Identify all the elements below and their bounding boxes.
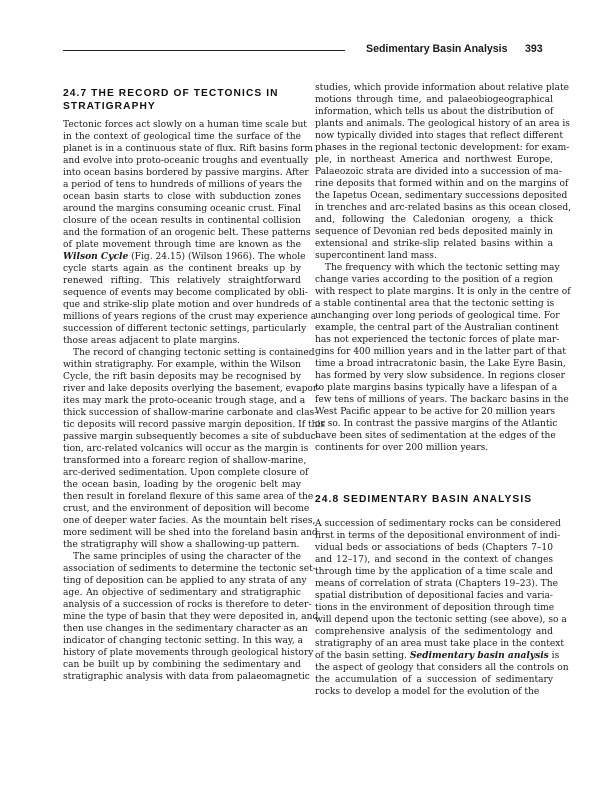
- text-line: ple, in northeast America and northwest Europe,: [315, 155, 553, 165]
- text-line: que and strike-slip plate motion and over hundreds of: [63, 300, 312, 310]
- text-line: and the formation of an orogenic belt. These patterns: [63, 228, 311, 238]
- text-line: thick succession of shallow-marine carbonate and clas-: [63, 408, 318, 418]
- page-number: 393: [525, 43, 543, 55]
- text-line: or so. In contrast the passive margins of the Atlantic: [315, 419, 558, 429]
- text-line: to plate margins basins typically have a lifespan of a: [315, 383, 558, 393]
- text-line: [315, 650, 560, 662]
- text-line: studies, which provide information about relative plate: [315, 83, 570, 93]
- section-heading-24-7-line-1: 24.7 THE RECORD OF TECTONICS IN: [63, 88, 279, 99]
- text-line: millions of years regions of the crust may experience a: [63, 312, 317, 322]
- text-line: motions through time, and palaeobiogeographical: [315, 95, 553, 105]
- text-line: have been sites of sedimentation at the edges of the: [315, 431, 556, 441]
- text-line: within stratigraphy. For example, within the Wilson: [63, 360, 301, 370]
- text-line: now typically divided into stages that reflect different: [315, 131, 563, 141]
- text-line: the accumulation of a succession of sedimentary: [315, 675, 553, 685]
- text-line: has formed by very slow subsidence. In regions closer: [315, 371, 566, 381]
- text-line: history of plate movements through geological history: [63, 648, 314, 658]
- text-line: and, following the Caledonian orogeny, a thick: [315, 215, 553, 225]
- text-line: Cycle, the rift basin deposits may be recognised by: [63, 372, 301, 382]
- text-line: renewed rifting. This relatively straightforward: [63, 276, 301, 286]
- text-line: change varies according to the position of a region: [315, 275, 553, 285]
- section-heading-24-8: 24.8 SEDIMENTARY BASIN ANALYSIS: [315, 494, 533, 505]
- text-line: a period of tens to hundreds of millions of years the: [63, 180, 303, 190]
- text-line: those areas adjacent to plate margins.: [63, 336, 241, 346]
- text-line: rocks to develop a model for the evolution of the: [315, 687, 540, 697]
- text-line: into ocean basins bordered by passive margins. After: [63, 168, 309, 178]
- text-line: ites may mark the proto-oceanic trough stage, and a: [63, 396, 306, 406]
- text-line: tion, arc-related volcanics will occur as the margin is: [63, 444, 309, 454]
- text-line: planet is in a continuous state of flux. Rift basins form: [63, 144, 313, 154]
- text-line: in the context of geological time the surface of the: [63, 132, 301, 142]
- text-line: transformed into a forearc region of shallow-marine,: [63, 456, 307, 466]
- text-line: arc-derived sedimentation. Upon complete closure of: [63, 468, 309, 478]
- text-line: Palaeozoic strata are divided into a succession of ma-: [315, 167, 562, 177]
- text-line: one of deeper water facies. As the mountain belt rises,: [63, 516, 316, 526]
- text-line: analysis of a succession of rocks is therefore to deter-: [63, 600, 312, 610]
- text-line: of plate movement through time are known as the: [63, 240, 301, 250]
- running-title: Sedimentary Basin Analysis: [366, 43, 508, 55]
- text-line: and 12–17), and second in the context of changes: [315, 555, 553, 565]
- text-line: river and lake deposits overlying the basement, evapor-: [63, 384, 321, 394]
- text-segment: is: [548, 651, 560, 661]
- text-line: the Iapetus Ocean, sedimentary successions deposited: [315, 191, 568, 201]
- section-heading-24-7-line-2: STRATIGRAPHY: [63, 101, 156, 112]
- key-term: Sedimentary basin analysis: [409, 650, 549, 661]
- text-segment: (Fig. 24.15) (Wilson 1966). The whole: [128, 252, 306, 262]
- header-rule: [63, 50, 345, 51]
- text-line: first in terms of the depositional environment of indi-: [315, 531, 561, 541]
- key-term: Wilson Cycle: [63, 251, 129, 262]
- text-line: example, the central part of the Australian continent: [315, 323, 559, 333]
- text-line: The same principles of using the character of the: [73, 552, 301, 562]
- text-line: phases in the regional tectonic development: for exam-: [315, 143, 570, 153]
- text-line: The record of changing tectonic setting is contained: [73, 348, 315, 358]
- text-line: with respect to plate margins. It is only in the centre of: [315, 287, 571, 297]
- text-line: time a broad intracratonic basin, the Lake Eyre Basin,: [315, 359, 566, 369]
- text-line: tions in the environment of deposition through time: [315, 603, 555, 613]
- text-line: comprehensive analysis of the sedimentology and: [315, 627, 553, 637]
- text-line: gins for 400 million years and in the latter part of that: [315, 347, 566, 357]
- text-line: then use changes in the sedimentary character as an: [63, 624, 308, 634]
- text-line: continents for over 200 million years.: [315, 443, 489, 453]
- text-line: around the margins consuming oceanic crust. Final: [63, 204, 301, 214]
- text-line: sequence of Devonian red beds deposited mainly in: [315, 227, 553, 237]
- text-line: through time by the application of a time scale and: [315, 567, 553, 577]
- text-segment: of the basin setting.: [315, 651, 410, 661]
- text-line: West Pacific appear to be active for 20 million years: [315, 407, 556, 417]
- text-line: will depend upon the tectonic setting (see above), so a: [315, 615, 567, 625]
- text-line: crust, and the environment of deposition will become: [63, 504, 310, 514]
- text-line: plants and animals. The geological history of an area is: [315, 119, 570, 129]
- text-line: mine the type of basin that they were deposited in, and: [63, 612, 319, 622]
- text-line: can be built up by combining the sedimentary and: [63, 660, 301, 670]
- text-line: in trenches and arc-related basins as this ocean closed,: [315, 203, 572, 213]
- text-line: passive margin subsequently becomes a site of subduc-: [63, 432, 319, 442]
- text-line: extensional and strike-slip related basins within a: [315, 239, 553, 249]
- text-line: information, which tells us about the distribution of: [315, 107, 554, 117]
- text-line: cycle starts again as the continent breaks up by: [63, 264, 301, 274]
- text-line: age. An objective of sedimentary and stratigraphic: [63, 588, 301, 598]
- text-line: the ocean basin, loading by the orogenic belt may: [63, 480, 301, 490]
- text-line: and evolve into proto-oceanic troughs and eventually: [63, 156, 309, 166]
- text-line: unchanging over long periods of geological time. For: [315, 311, 560, 321]
- text-line: more sediment will be shed into the foreland basin and: [63, 528, 318, 538]
- text-line: succession of different tectonic settings, particularly: [63, 324, 307, 334]
- text-line: then result in foreland flexure of this same area of the: [63, 492, 314, 502]
- text-line: association of sediments to determine the tectonic set-: [63, 564, 316, 574]
- text-line: a stable continental area that the tectonic setting is: [315, 299, 555, 309]
- text-line: stratigraphic analysis with data from palaeomagnetic: [63, 672, 310, 682]
- text-line: The frequency with which the tectonic setting may: [325, 263, 560, 273]
- text-line: [63, 251, 306, 263]
- text-line: tic deposits will record passive margin deposition. If this: [63, 420, 326, 430]
- text-line: ting of deposition can be applied to any strata of any: [63, 576, 307, 586]
- text-line: closure of the ocean results in continental collision: [63, 216, 301, 226]
- text-line: few tens of millions of years. The backarc basins in the: [315, 395, 569, 405]
- text-line: has not experienced the tectonic forces of plate mar-: [315, 335, 560, 345]
- text-line: Tectonic forces act slowly on a human time scale but: [63, 120, 307, 130]
- text-line: means of correlation of strata (Chapters 19–23). The: [315, 579, 558, 589]
- text-line: the stratigraphy will show a shallowing-up pattern.: [63, 540, 300, 550]
- text-line: indicator of changing tectonic setting. In this way, a: [63, 636, 304, 646]
- text-line: sequence of events may become complicated by obli-: [63, 288, 308, 298]
- text-line: vidual beds or associations of beds (Chapters 7–10: [315, 543, 553, 553]
- text-line: rine deposits that formed within and on the margins of: [315, 179, 569, 189]
- text-line: supercontinent land mass.: [315, 251, 437, 261]
- text-line: A succession of sedimentary rocks can be considered: [315, 519, 561, 529]
- text-line: stratigraphy of an area must take place in the context: [315, 639, 565, 649]
- text-line: the aspect of geology that considers all the controls on: [315, 663, 569, 673]
- text-line: spatial distribution of depositional facies and varia-: [315, 591, 553, 601]
- text-line: ocean basin starts to close with subduction zones: [63, 192, 301, 202]
